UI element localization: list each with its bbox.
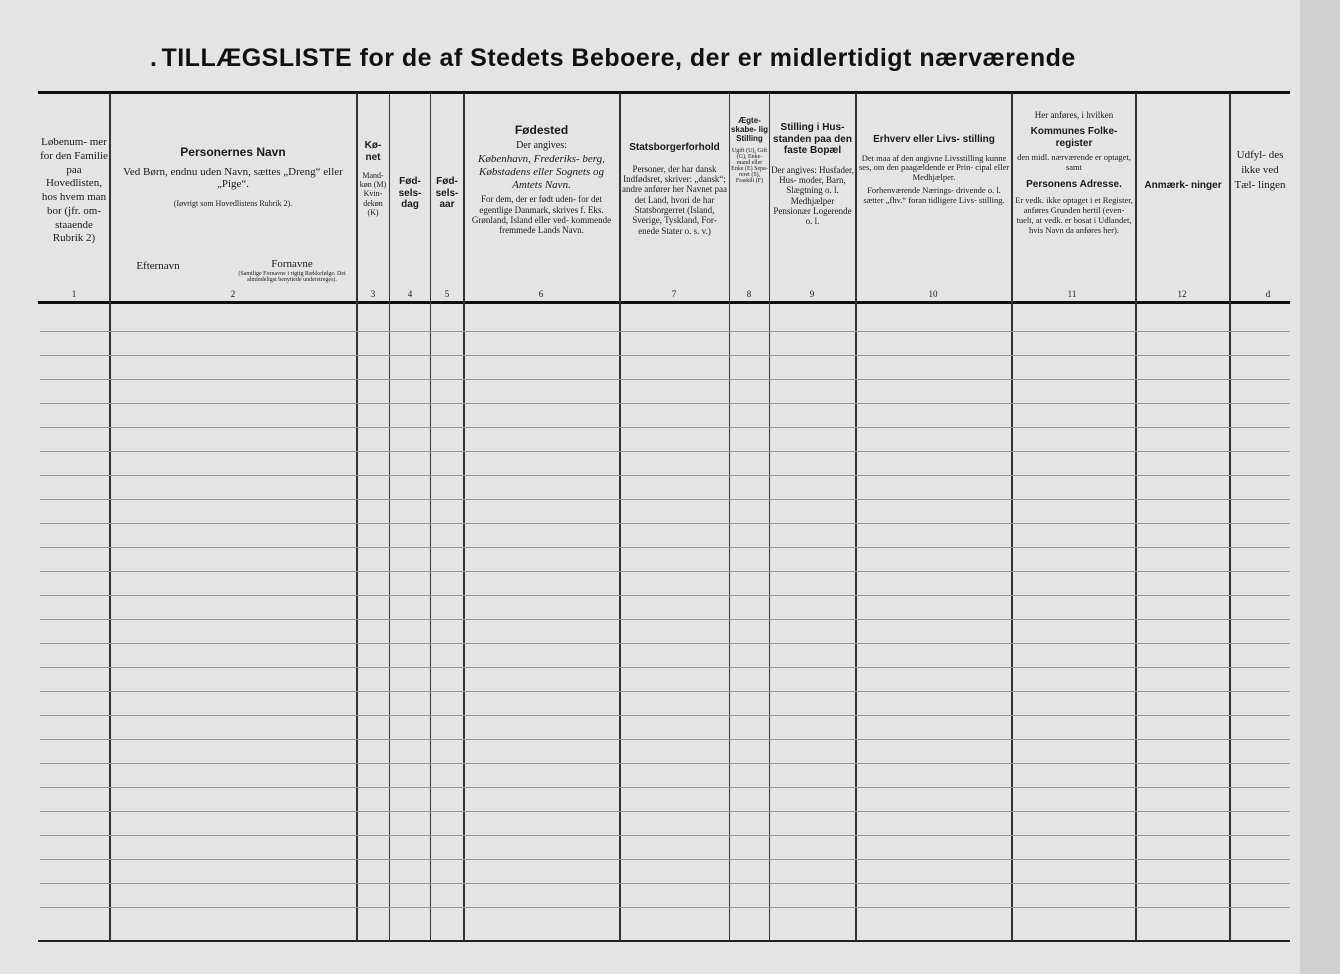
c1-text: Løbenum- mer for den Familie paa Hovedlisten, hos hvem man bor (jfr. om- staaende Rubrik 2) (40, 136, 108, 245)
form-title (150, 44, 1250, 80)
entry-row-line (40, 811, 1290, 812)
c3-text: Mand- køn (M) Kvin- dekøn (K) (359, 171, 387, 217)
header-c10 (858, 96, 1010, 300)
column-divider (855, 93, 857, 941)
column-divider (1011, 93, 1013, 941)
c3-heading: Kø- net (364, 140, 382, 163)
column-divider (389, 93, 390, 941)
header-c12 (1138, 96, 1228, 300)
c6-line3: For dem, der er født uden- for det egentlige Danmark, skrives f. Eks. Grønland, Island eller ved- kommende fremmede Lands Navn. (471, 194, 612, 236)
entry-row-line (40, 667, 1290, 668)
entry-row-line (40, 883, 1290, 884)
c7-text: Personer, der har dansk Indfødsret, skriver: „dansk“; andre anfører her Navnet paa det Land, hvori de har Statsborgerret (Island, Sverige, Tyskland, For- enede Stater o. s. v.) (622, 163, 727, 236)
entry-row-line (40, 835, 1290, 836)
column-divider (1135, 93, 1137, 941)
entry-row-line (40, 427, 1290, 428)
header-c7 (621, 96, 728, 300)
column-number: 10 (928, 289, 938, 299)
entry-row-line (40, 475, 1290, 476)
top-rule (38, 91, 1290, 94)
c2-line2: (Iøvrigt som Hovedlistens Rubrik 2). (173, 199, 293, 209)
entry-row-line (40, 907, 1290, 908)
c7-heading: Statsborgerforhold (629, 142, 720, 153)
column-divider (729, 93, 730, 941)
column-number: 11 (1067, 289, 1077, 299)
c2-sub-right-note: (Samtlige Fornavne i rigtig Rækkefølge. Det almindeligst benyttede understreges). (238, 271, 346, 283)
entry-row-line (40, 859, 1290, 860)
c11-heading: Kommunes Folke- register (1030, 126, 1118, 149)
entry-row-line (40, 403, 1290, 404)
c10-line2: Forhenværende Nærings- drivende o. l. sætter „fhv.“ foran tidligere Livs- stilling. (863, 184, 1005, 205)
c12-heading: Anmærk- ninger (1144, 180, 1222, 191)
c10-line1: Det maa af den angivne Livsstilling kunne ses, om den paagældende er Prin- cipal eller Medhjælper. (858, 152, 1010, 183)
header-c3 (358, 96, 388, 300)
c11-line1: den midl. nærværende er optaget, samt (1017, 152, 1131, 173)
column-number: 4 (407, 289, 413, 299)
title-text: TILLÆGSLISTE for de af Stedets Beboere, der er midlertidigt nærværende (161, 44, 1076, 72)
column-divider (1229, 93, 1231, 941)
entry-row-line (40, 739, 1290, 740)
entry-row-line (40, 379, 1290, 380)
entry-row-line (40, 451, 1290, 452)
entry-row-line (40, 523, 1290, 524)
header-c11 (1014, 96, 1134, 300)
header-rule (38, 301, 1290, 304)
c13-text: Udfyl- des ikke ved Tæl- lingen (1234, 149, 1286, 191)
column-divider (109, 93, 111, 941)
column-number: 1 (71, 289, 77, 299)
header-c5 (432, 96, 462, 300)
entry-row-line (40, 691, 1290, 692)
c9-heading: Stilling i Hus- standen paa den faste Bopæl (773, 122, 852, 156)
column-number: 6 (538, 289, 544, 299)
column-number: d (1265, 289, 1271, 299)
c2-sub-right: Fornavne (271, 258, 313, 270)
column-number: 12 (1177, 289, 1187, 299)
column-divider (769, 93, 770, 941)
title-prefix: . (150, 44, 158, 72)
entry-row-line (40, 571, 1290, 572)
entry-row-line (40, 547, 1290, 548)
c10-heading: Erhverv eller Livs- stilling (873, 134, 995, 145)
column-number: 9 (809, 289, 815, 299)
entry-row-line (40, 499, 1290, 500)
entry-row-line (40, 715, 1290, 716)
column-number: 5 (444, 289, 450, 299)
entry-row-line (40, 619, 1290, 620)
c2-heading: Personernes Navn (180, 145, 286, 159)
c6-line2: København, Frederiks- berg, Købstadens eller Sognets og Amtets Navn. (478, 153, 605, 191)
c8-heading: Ægte- skabe- lig Stilling (731, 116, 768, 144)
c2-line1: Ved Børn, endnu uden Navn, sættes „Dreng“ eller „Pige“. (123, 165, 343, 191)
header-c2 (112, 96, 354, 300)
header-c6 (466, 96, 617, 300)
c11-heading2: Personens Adresse. (1026, 178, 1122, 190)
entry-row-line (40, 643, 1290, 644)
c4-heading: Fød- sels- dag (398, 176, 422, 210)
c6-line1: Der angives: (516, 139, 567, 151)
entry-row-line (40, 355, 1290, 356)
column-divider (430, 93, 431, 941)
entry-row-line (40, 787, 1290, 788)
entry-row-line (40, 595, 1290, 596)
c6-heading: Fødested (514, 123, 569, 137)
header-c9 (771, 96, 854, 300)
c11-line2: Er vedk. ikke optaget i et Register, anføres Grunden hertil (even- tuelt, at vedk. er bosat i Udlandet, hvis Navn da anføres her). (1015, 195, 1133, 235)
c5-heading: Fød- sels- aar (435, 176, 459, 210)
column-number: 3 (370, 289, 376, 299)
c8-text: Ugift (U), Gift (G), Enke- mand eller Enke (E) Sepa- reret (S), Fraskilt (F) (731, 147, 768, 184)
header-c4 (391, 96, 429, 300)
c2-sub-left: Efternavn (136, 260, 180, 272)
column-divider (463, 93, 465, 941)
bottom-rule (38, 940, 1290, 942)
column-number: 7 (671, 289, 677, 299)
scan-edge (1300, 0, 1340, 974)
header-c8 (731, 96, 768, 300)
c11-line0: Her anføres, i hvilken (1034, 110, 1114, 120)
column-number: 2 (230, 289, 236, 299)
column-number: 8 (746, 289, 752, 299)
entry-row-line (40, 763, 1290, 764)
header-c13 (1232, 148, 1288, 352)
c9-text: Der angives: Husfader, Hus- moder, Barn, Slægtning o. l. Medhjælper Pensionær Logerende o. l. (771, 164, 854, 227)
header-c1 (40, 136, 108, 340)
entry-row-line (40, 331, 1290, 332)
